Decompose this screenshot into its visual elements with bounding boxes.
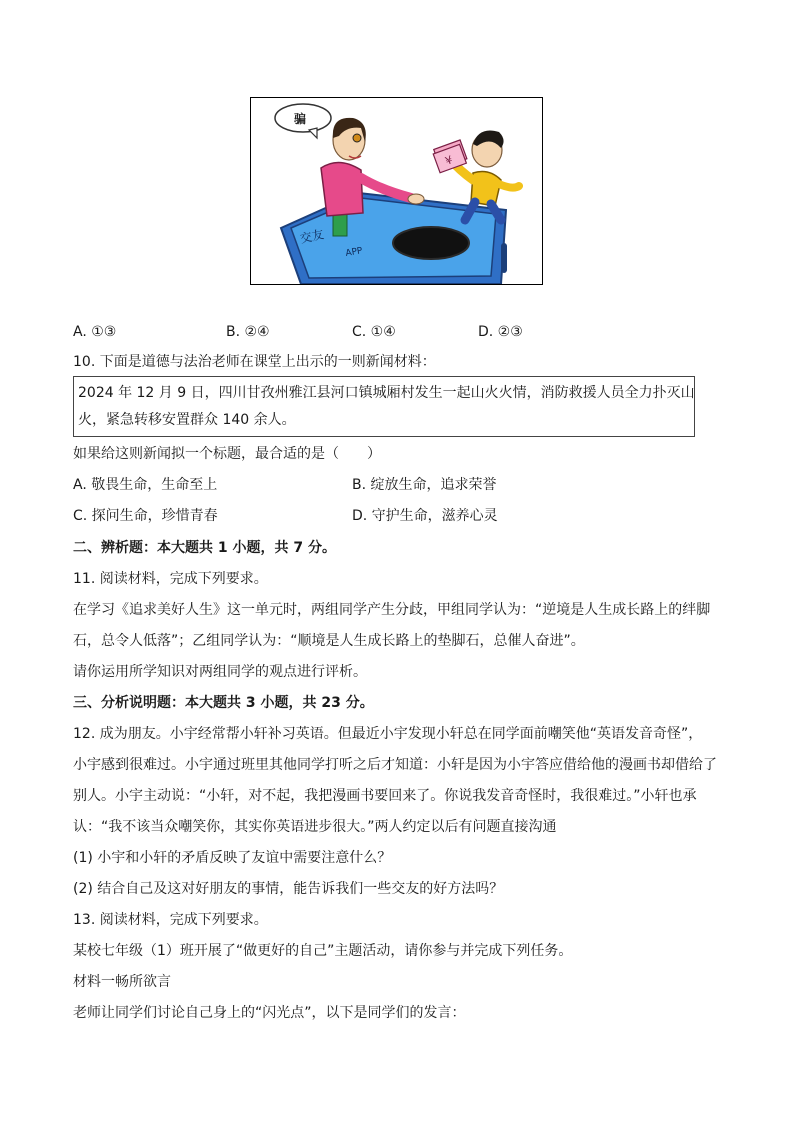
q11-line-1: 在学习《追求美好人生》这一单元时，两组同学产生分歧，甲组同学认为：“逆境是人生成长路上的绊脚 [73, 602, 711, 618]
speech-bubble-text: 骗 [294, 112, 307, 126]
app-label-chinese: 交友 [298, 227, 326, 246]
q10-question: 如果给这则新闻拟一个标题，最合适的是（ ） [73, 446, 381, 462]
cartoon-figure [250, 97, 543, 285]
news-line-2: 火，紧急转移安置群众 140 余人。 [78, 412, 296, 428]
q9-option-a: A. ①③ [73, 324, 117, 340]
q12-line-2: 小宇感到很难过。小宇通过班里其他同学打听之后才知道：小轩是因为小宇答应借给他的漫画书却借给了 [73, 757, 717, 773]
news-material-box [73, 376, 695, 437]
q12-line-3: 别人。小宇主动说：“小轩，对不起，我把漫画书要回来了。你说我发音奇怪时，我很难过。”小轩也承 [73, 788, 697, 804]
section-2-heading: 二、辨析题：本大题共 1 小题，共 7 分。 [73, 540, 336, 556]
money-label: ¥ [443, 153, 455, 168]
q11-line-2: 石，总令人低落”；乙组同学认为：“顺境是人生成长路上的垫脚石，总催人奋进”。 [73, 633, 585, 649]
app-label-app: APP [344, 246, 364, 259]
q11-line-3: 请你运用所学知识对两组同学的观点进行评析。 [73, 664, 367, 680]
q11-stem: 11. 阅读材料，完成下列要求。 [73, 571, 268, 587]
q12-line-4: 认：“我不该当众嘲笑你，其实你英语进步很大。”两人约定以后有问题直接沟通 [73, 819, 557, 835]
q13-line-3: 老师让同学们讨论自己身上的“闪光点”，以下是同学们的发言： [73, 1005, 466, 1021]
q12-sub-2: (2) 结合自己及这对好朋友的事情，能告诉我们一些交友的好方法吗？ [73, 881, 504, 897]
q13-stem: 13. 阅读材料，完成下列要求。 [73, 912, 268, 928]
q13-line-1: 某校七年级（1）班开展了“做更好的自己”主题活动，请你参与并完成下列任务。 [73, 943, 573, 959]
news-line-1: 2024 年 12 月 9 日，四川甘孜州雅江县河口镇城厢村发生一起山火火情，消防救援人员全力扑灭山 [78, 385, 695, 401]
q10-option-a: A. 敬畏生命，生命至上 [73, 477, 218, 493]
q10-stem: 10. 下面是道德与法治老师在课堂上出示的一则新闻材料： [73, 354, 436, 370]
q9-option-b: B. ②④ [226, 324, 270, 340]
q9-option-d: D. ②③ [478, 324, 523, 340]
q12-line-1: 12. 成为朋友。小宇经常帮小轩补习英语。但最近小宇发现小轩总在同学面前嘲笑他“英语发音奇怪”， [73, 726, 703, 742]
section-3-heading: 三、分析说明题：本大题共 3 小题，共 23 分。 [73, 695, 374, 711]
q12-sub-1: (1) 小宇和小轩的矛盾反映了友谊中需要注意什么？ [73, 850, 392, 866]
q10-option-d: D. 守护生命，滋养心灵 [352, 508, 498, 524]
q10-option-b: B. 绽放生命，追求荣誉 [352, 477, 497, 493]
cartoon-illustration [251, 98, 542, 284]
q10-option-c: C. 探问生命，珍惜青春 [73, 508, 218, 524]
q9-option-c: C. ①④ [352, 324, 396, 340]
q13-line-2: 材料一畅所欲言 [73, 974, 171, 990]
